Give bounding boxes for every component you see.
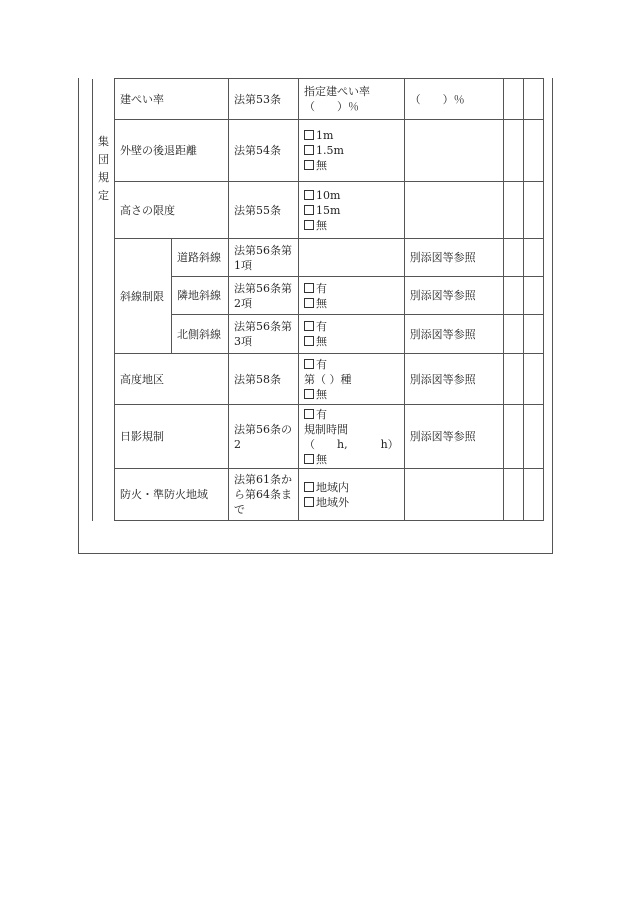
checkbox-option[interactable]: 有 [304, 319, 399, 334]
options-nichiei [299, 405, 405, 469]
item-rinchi: 隣地斜線 [172, 277, 229, 315]
check-cell[interactable] [503, 79, 523, 120]
law-kitagawa: 法第56条第3項 [229, 315, 299, 354]
time-field[interactable]: （ h, h） [304, 437, 399, 451]
group-label-cell [93, 79, 115, 521]
checkbox-option[interactable]: 有 [304, 281, 399, 296]
options-kitagawa [299, 315, 405, 354]
checkbox-icon[interactable] [304, 130, 314, 140]
law-gaiheki: 法第54条 [229, 120, 299, 182]
item-takasa: 高さの限度 [115, 182, 229, 239]
check-cell[interactable] [503, 354, 523, 405]
checkbox-icon[interactable] [304, 298, 314, 308]
checkbox-option[interactable]: 無 [304, 334, 399, 349]
shu-field[interactable]: 第（ ）種 [304, 372, 352, 386]
law-boka: 法第61条から第64条まで [229, 469, 299, 521]
options-kodo [299, 354, 405, 405]
result-kenpei: （ ）％ [404, 79, 503, 120]
item-doro: 道路斜線 [172, 239, 229, 277]
spec-kenpei: 指定建ぺい率 （ ）％ [299, 79, 405, 120]
checkbox-option[interactable]: 無 [304, 296, 399, 311]
item-kenpei: 建ぺい率 [115, 79, 229, 120]
item-kodo: 高度地区 [115, 354, 229, 405]
options-doro [299, 239, 405, 277]
group-label: 集 団 規 定 [98, 134, 109, 202]
checkbox-option[interactable]: 地域外 [304, 495, 399, 510]
checkbox-option[interactable]: 無 [304, 452, 399, 467]
check-cell[interactable] [503, 469, 523, 521]
checkbox-option[interactable]: 有 [304, 357, 399, 372]
checkbox-icon[interactable] [304, 482, 314, 492]
table-row-boka [93, 469, 544, 521]
checkbox-icon[interactable] [304, 321, 314, 331]
checkbox-option[interactable]: 無 [304, 387, 399, 402]
table-row-gaiheki [93, 120, 544, 182]
options-rinchi [299, 277, 405, 315]
check-cell[interactable] [503, 182, 523, 239]
checkbox-icon[interactable] [304, 190, 314, 200]
checkbox-option[interactable]: 無 [304, 218, 399, 233]
check-cell[interactable] [523, 120, 543, 182]
options-boka [299, 469, 405, 521]
law-takasa: 法第55条 [229, 182, 299, 239]
law-nichiei: 法第56条の2 [229, 405, 299, 469]
table-row-nichiei [93, 405, 544, 469]
check-cell[interactable] [523, 405, 543, 469]
checkbox-icon[interactable] [304, 205, 314, 215]
check-cell[interactable] [503, 315, 523, 354]
check-cell[interactable] [523, 239, 543, 277]
check-cell[interactable] [503, 405, 523, 469]
check-cell[interactable] [503, 277, 523, 315]
check-cell[interactable] [523, 469, 543, 521]
checkbox-option[interactable]: 10m [304, 188, 399, 203]
options-gaiheki [299, 120, 405, 182]
checkbox-icon[interactable] [304, 145, 314, 155]
law-kenpei: 法第53条 [229, 79, 299, 120]
result-kitagawa: 別添図等参照 [404, 315, 503, 354]
check-cell[interactable] [503, 239, 523, 277]
checkbox-icon[interactable] [304, 283, 314, 293]
check-cell[interactable] [523, 354, 543, 405]
regulation-table [92, 78, 544, 521]
time-label: 規制時間 [304, 422, 348, 436]
check-cell[interactable] [523, 315, 543, 354]
result-takasa [404, 182, 503, 239]
result-kodo: 別添図等参照 [404, 354, 503, 405]
check-cell[interactable] [523, 182, 543, 239]
law-kodo: 法第58条 [229, 354, 299, 405]
checkbox-option[interactable]: 地域内 [304, 480, 399, 495]
table-row-kodo [93, 354, 544, 405]
table-row-kenpei [93, 79, 544, 120]
checkbox-option[interactable]: 有 [304, 407, 399, 422]
result-doro: 別添図等参照 [404, 239, 503, 277]
item-gaiheki: 外壁の後退距離 [115, 120, 229, 182]
checkbox-option[interactable]: 1.5m [304, 143, 399, 158]
result-boka [404, 469, 503, 521]
check-cell[interactable] [523, 79, 543, 120]
law-doro: 法第56条第1項 [229, 239, 299, 277]
checkbox-icon[interactable] [304, 220, 314, 230]
check-cell[interactable] [523, 277, 543, 315]
checkbox-icon[interactable] [304, 409, 314, 419]
item-boka: 防火・準防火地域 [115, 469, 229, 521]
checkbox-option[interactable]: 15m [304, 203, 399, 218]
checkbox-icon[interactable] [304, 454, 314, 464]
checkbox-option[interactable]: 1m [304, 128, 399, 143]
checkbox-icon[interactable] [304, 160, 314, 170]
item-kitagawa: 北側斜線 [172, 315, 229, 354]
options-takasa [299, 182, 405, 239]
check-cell[interactable] [503, 120, 523, 182]
result-nichiei: 別添図等参照 [404, 405, 503, 469]
checkbox-icon[interactable] [304, 389, 314, 399]
item-nichiei: 日影規制 [115, 405, 229, 469]
result-gaiheki [404, 120, 503, 182]
group-shasen: 斜線制限 [115, 239, 172, 354]
table-row-doro [93, 239, 544, 277]
table-row-takasa [93, 182, 544, 239]
checkbox-icon[interactable] [304, 497, 314, 507]
law-rinchi: 法第56条第2項 [229, 277, 299, 315]
checkbox-option[interactable]: 無 [304, 158, 399, 173]
checkbox-icon[interactable] [304, 336, 314, 346]
checkbox-icon[interactable] [304, 359, 314, 369]
result-rinchi: 別添図等参照 [404, 277, 503, 315]
